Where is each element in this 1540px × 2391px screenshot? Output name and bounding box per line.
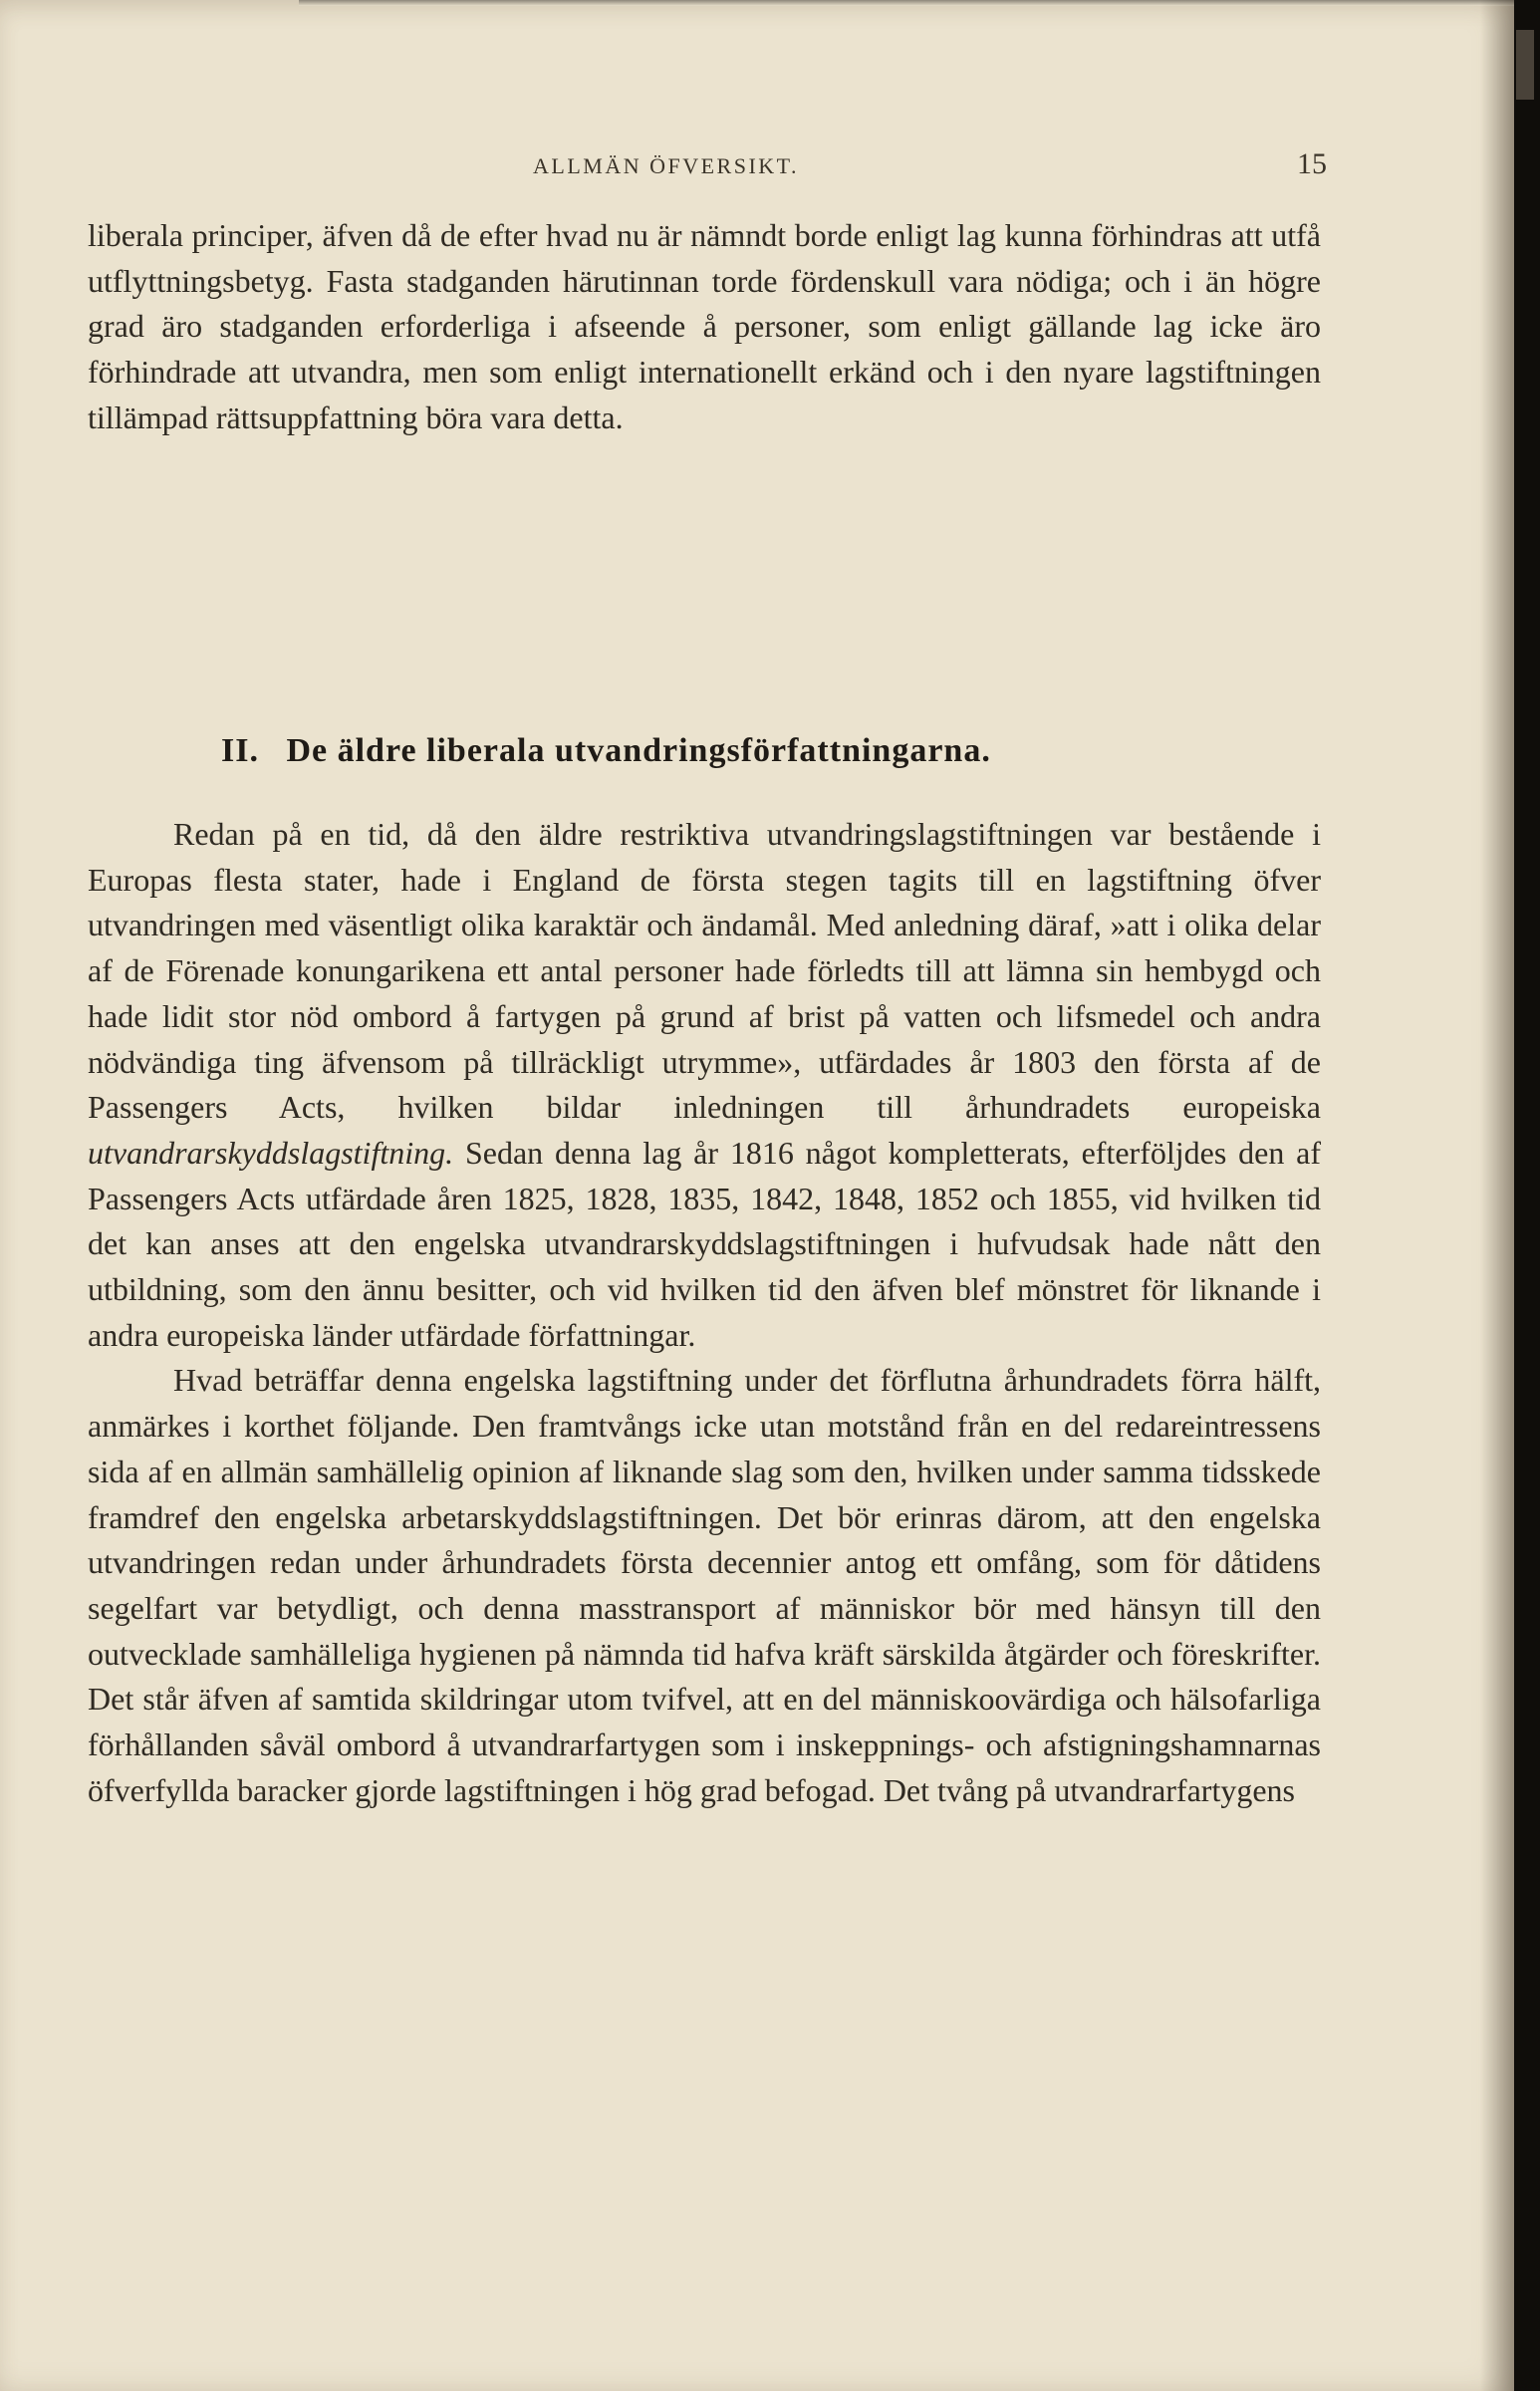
spine-shadow <box>1480 0 1514 2391</box>
running-head: ALLMÄN ÖFVERSIKT. <box>533 153 799 178</box>
binding-mark <box>1516 30 1534 100</box>
paragraph-2-text-b: Sedan denna lag år 1816 något kompletterats, efterföljdes den af Passengers Acts utfärdade åren 1825, 1828, 1835, 1842, 1848, 1852 och 1855, vid hvilken tid det kan anses att den engelska utvandrarskyddslagstiftningen i hufvudsak hade nått den utbildning, som den ännu besitter, och vid hvilken tid den äfven blef mönstret för liknande i andra europeiska länder utfärdade författningar. <box>88 1134 1322 1353</box>
paragraph-3: Hvad beträffar denna engelska lagstiftning under det förflutna århundradets förra hälft, anmärkes i korthet följande. Den framtvångs icke utan motstånd från en del redareintressens sida af en allmän samhällelig opinion af liknande slag som den, hvilken under samma tidsskede framdref den engelska arbetarskyddslagstiftningen. Det bör erinras därom, att den engelska utvandringen redan under århundradets första decennier antog ett omfång, som för dåtidens segelfart var betydligt, och denna masstransport af människor bör med hänsyn till den outvecklade samhälleliga hygienen på nämnda tid hafva kräft särskilda åtgärder och föreskrifter. Det står äfven af samtida skildringar utom tvifvel, att en del människoovärdiga och hälsofarliga förhållanden såväl ombord å utvandrarfartygen som i inskeppnings- och afstigningshamnarnas öfverfyllda baracker gjorde lagstiftningen i hög grad befogad. Det tvång på utvandrarfartygens <box>88 1362 1321 1808</box>
page-top-edge <box>299 0 1514 6</box>
book-binding <box>1514 0 1540 2391</box>
section-text-block <box>88 812 1321 1813</box>
paragraph-2-italic-term: utvandrarskyddslagstiftning. <box>88 1134 454 1171</box>
page-number: 15 <box>1297 147 1327 180</box>
page-header <box>90 149 1327 189</box>
intro-paragraph: liberala principer, äfven då de efter hvad nu är nämndt borde enligt lag kunna förhindras att utfå utflyttningsbetyg. Fasta stadganden härutinnan torde fördenskull vara nödiga; och i än högre grad äro stadganden erforderliga i afseende å personer, som enligt gällande lag icke äro förhindrade att utvandra, men som enligt internationellt erkänd och i den nyare lagstiftningen tillämpad rättsuppfattning böra vara detta. <box>88 217 1321 435</box>
paragraph-2 <box>88 812 1321 1358</box>
section-heading <box>221 732 991 770</box>
intro-text-block <box>88 213 1321 441</box>
section-numeral: II. <box>221 732 259 769</box>
section-title: De äldre liberala utvandringsförfattningarna. <box>286 732 991 769</box>
paragraph-2-text-a: Redan på en tid, då den äldre restriktiva utvandringslagstiftningen var bestående i Europas flesta stater, hade i England de första stegen tagits till en lagstiftning öfver utvandringen med väsentligt olika karaktär och ändamål. Med anledning däraf, »att i olika delar af de Förenade konungarikena ett antal personer hade förledts till att lämna sin hembygd och hade lidit stor nöd ombord å fartygen på grund af brist på vatten och lifsmedel och andra nödvändiga ting äfvensom på tillräckligt utrymme», utfärdades år 1803 den första af de Passengers Acts, hvilken bildar inledningen till århundradets europeiska <box>88 816 1321 1126</box>
